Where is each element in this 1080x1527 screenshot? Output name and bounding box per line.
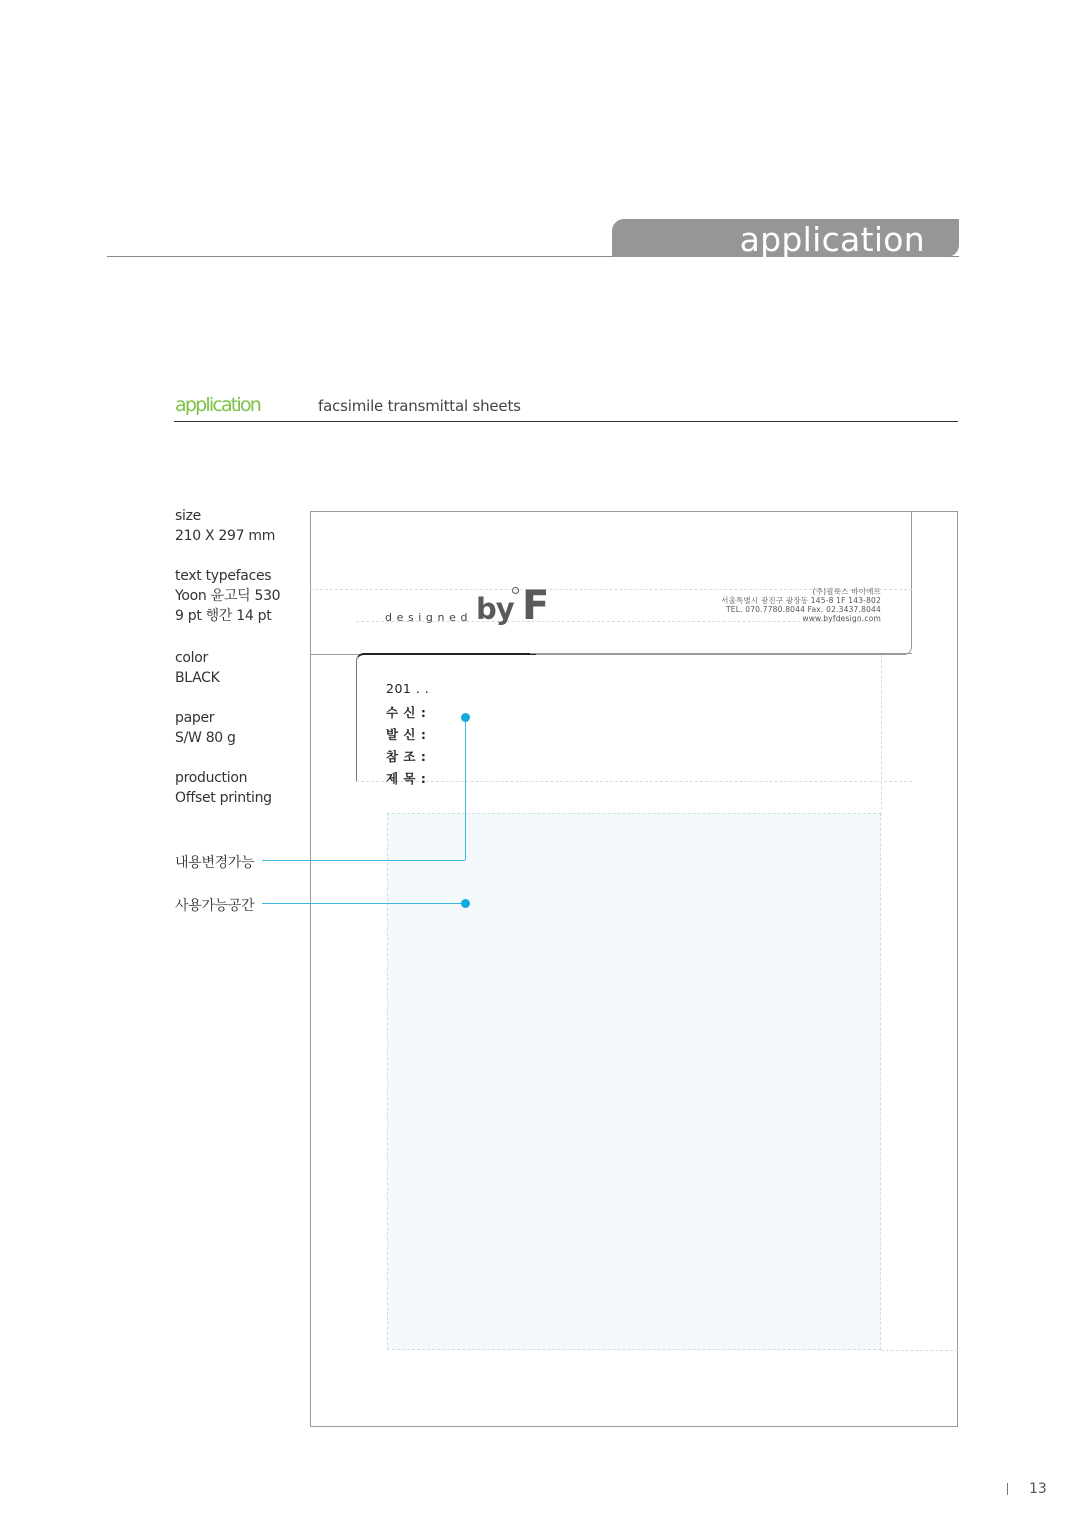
header-title: application: [739, 220, 925, 259]
spec-label: paper: [175, 710, 215, 726]
date-line: 201 . .: [386, 681, 430, 696]
usable-area: [387, 813, 881, 1350]
spec-label: size: [175, 508, 201, 524]
guide-line: [356, 781, 912, 782]
spec-color: [175, 648, 220, 688]
guide-line: [881, 655, 882, 815]
address-street: 서울특별시 광진구 광장동 145-8 1F 143-802: [721, 596, 881, 605]
sheet-header-box: [310, 511, 912, 655]
content-rule: [530, 653, 912, 654]
spec-value: Yoon 윤고딕 530: [175, 588, 281, 604]
spec-size: [175, 506, 275, 546]
callout-editable-dot: [461, 713, 470, 722]
section-title: facsimile transmittal sheets: [318, 397, 521, 415]
guide-line: [881, 1350, 958, 1351]
sheet-address: [721, 587, 881, 623]
section-rule: [174, 421, 958, 422]
field-reference: 참 조 :: [386, 749, 427, 764]
spec-typefaces: [175, 566, 280, 626]
spec-label: text typefaces: [175, 568, 272, 584]
spec-label: color: [175, 650, 208, 666]
section-label: application: [175, 394, 261, 416]
spec-value: S/W 80 g: [175, 730, 236, 746]
spec-production: [175, 768, 272, 808]
logo-f: F: [522, 583, 550, 629]
logo-tagline: designed: [385, 611, 473, 624]
callout-usable-label: 사용가능공간: [175, 898, 255, 914]
page-divider: [1007, 1483, 1008, 1495]
callout-usable-dot: [461, 899, 470, 908]
header-tab: [612, 219, 959, 257]
spec-value: BLACK: [175, 670, 220, 686]
spec-value: Offset printing: [175, 790, 272, 806]
logo-ring-icon: [512, 587, 519, 594]
content-box: [356, 653, 536, 781]
field-recipient: 수 신 :: [386, 705, 427, 720]
address-web: www.byfdesign.com: [802, 614, 881, 623]
spec-value: 210 X 297 mm: [175, 528, 276, 544]
address-company: (주)필룩스 바이에프: [812, 587, 881, 596]
logo-by: by: [476, 592, 514, 626]
spec-paper: [175, 708, 236, 748]
address-phone: TEL. 070.7780.8044 Fax. 02.3437.8044: [725, 605, 881, 614]
callout-editable-line: [465, 717, 466, 860]
field-sender: 발 신 :: [386, 727, 427, 742]
field-subject: 제 목 :: [386, 771, 427, 786]
spec-label: production: [175, 770, 248, 786]
callout-editable-label: 내용변경가능: [175, 855, 255, 871]
callout-editable-line: [262, 860, 465, 861]
page-number: 13: [1029, 1481, 1047, 1497]
spec-value: 9 pt 행간 14 pt: [175, 608, 272, 624]
callout-usable-line: [262, 903, 465, 904]
